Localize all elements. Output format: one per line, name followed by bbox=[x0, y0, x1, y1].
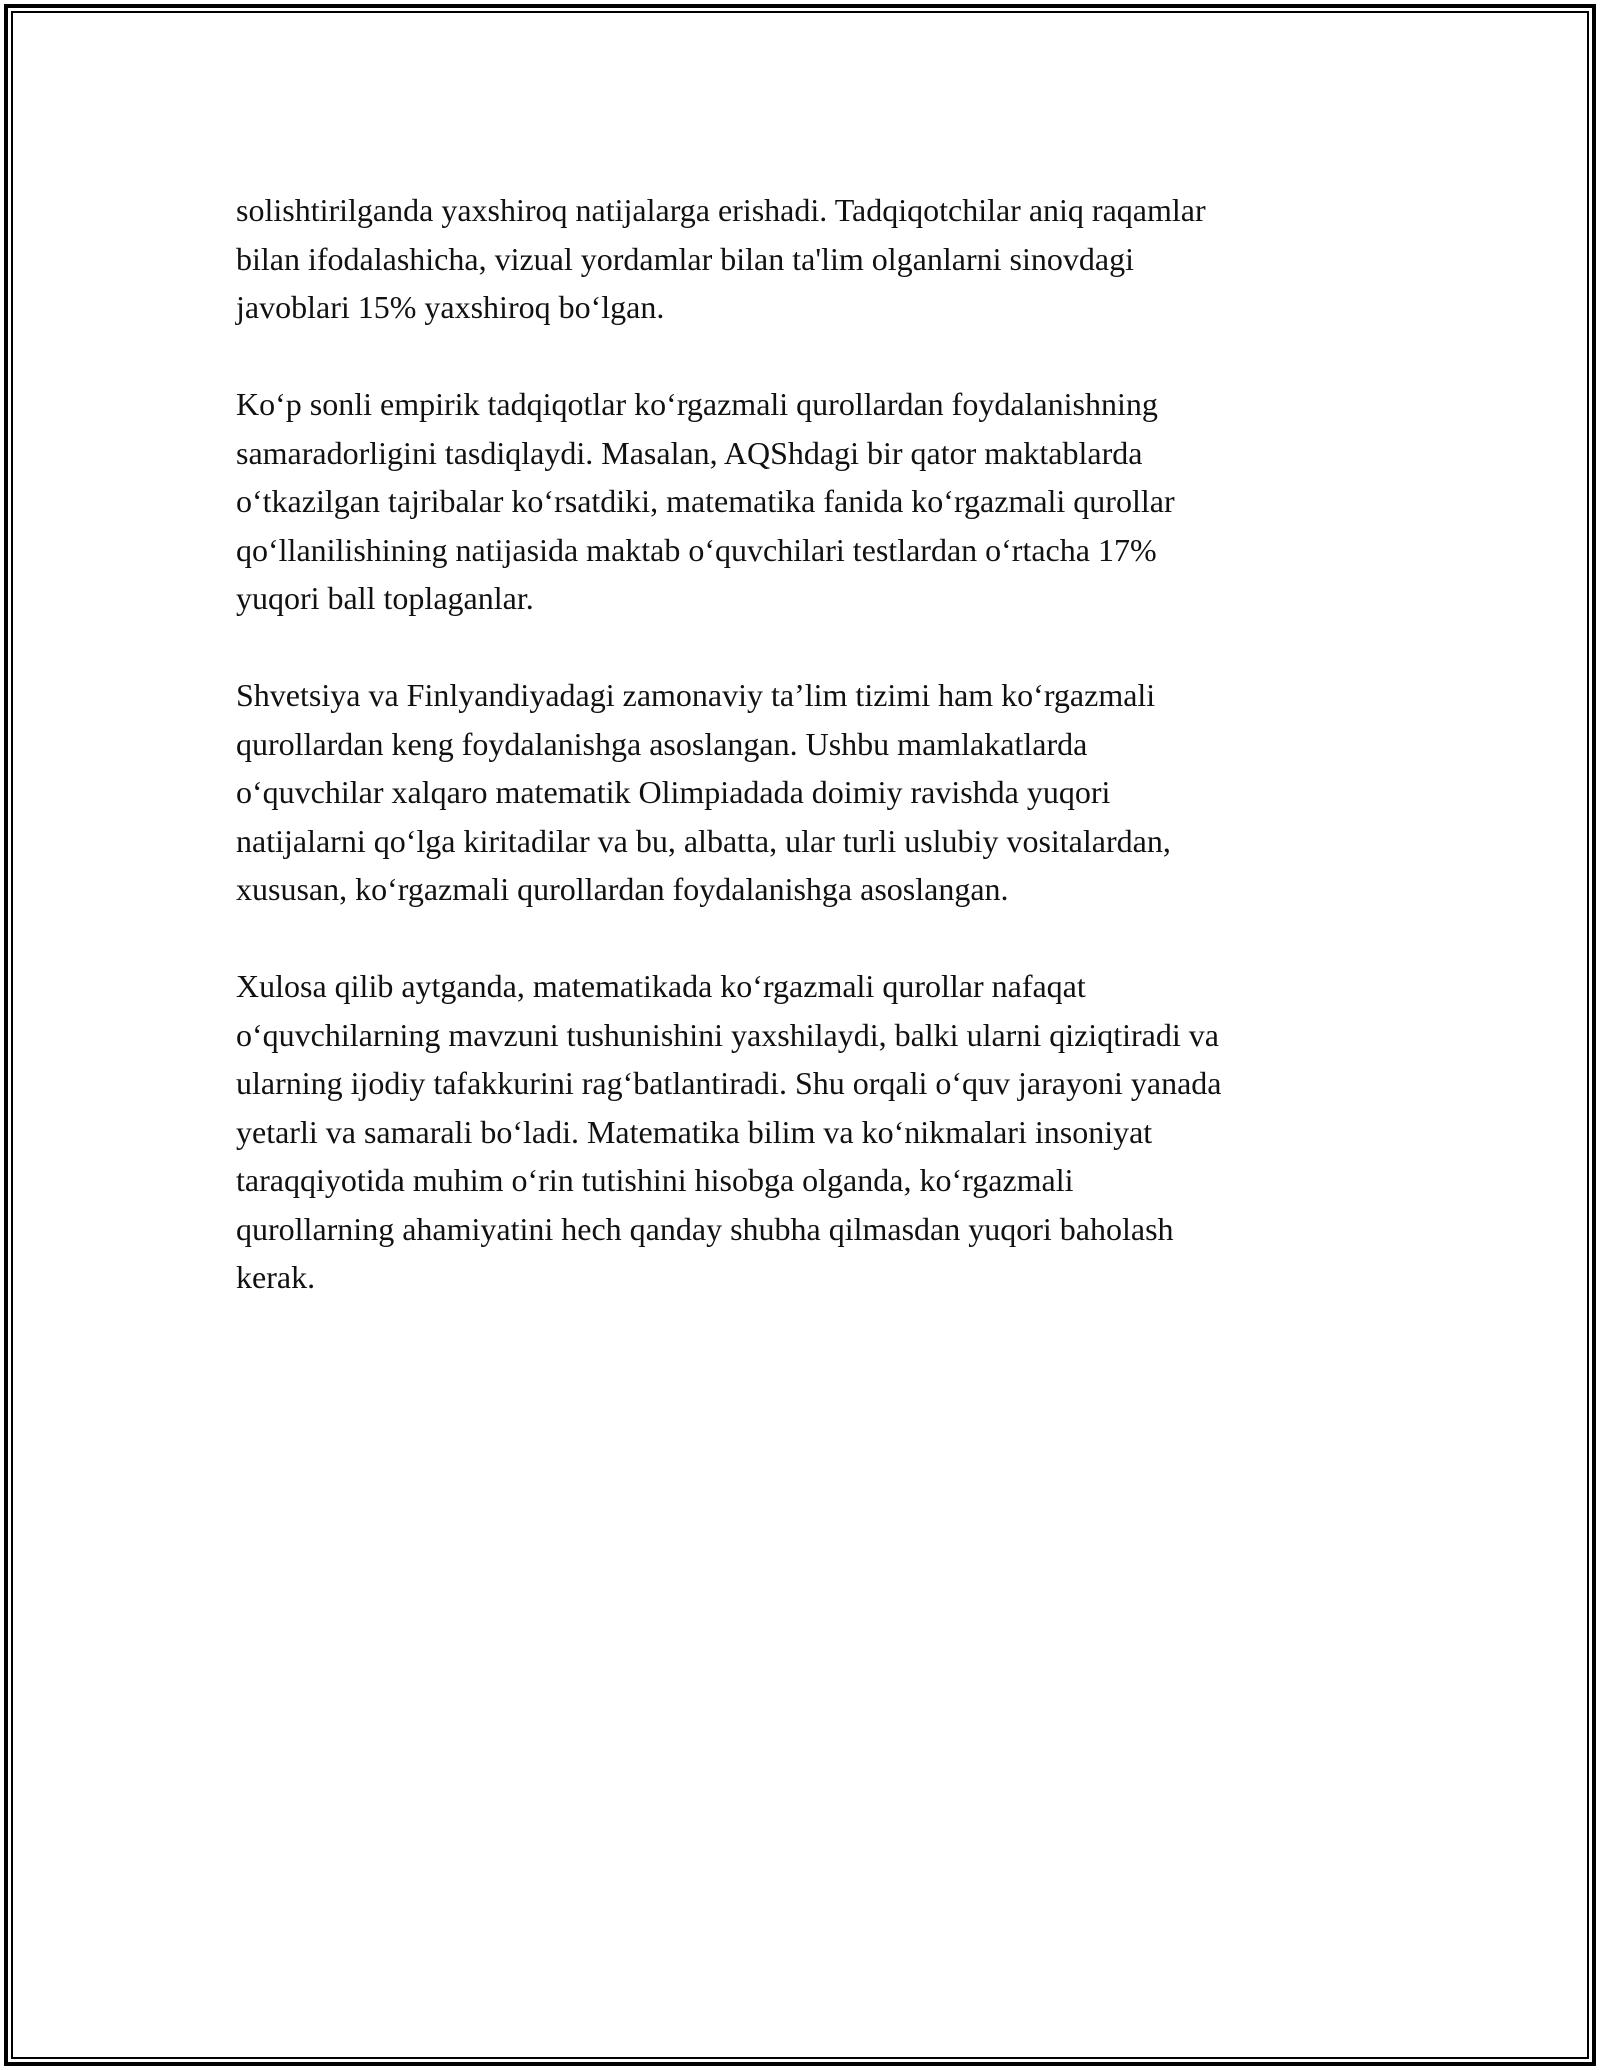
paragraph-3: Shvetsiya va Finlyandiyadagi zamonaviy ta’lim tizimi ham ko‘rgazmali qurollardan keng foydalanishga asoslangan. Ushbu mamlakatlarda o‘quvchilar xalqaro matematik Olimpiadada doimiy ravishda yuqori natijalarni qo‘lga kiritadilar va bu, albatta, ular turli uslubiy vositalardan, xususan, ko‘rgazmali qurollardan foydalanishga asoslangan. bbox=[236, 677, 1171, 907]
paragraph-4: Xulosa qilib aytganda, matematikada ko‘rgazmali qurollar nafaqat o‘quvchilarning mavzuni tushunishini yaxshilaydi, balki ularni qiziqtiradi va ularning ijodiy tafakkurini rag‘batlantiradi. Shu orqali o‘quv jarayoni yanada yetarli va samarali bo‘ladi. Matematika bilim va ko‘nikmalari insoniyat taraqqiyotida muhim o‘rin tutishini hisobga olganda, ko‘rgazmali qurollarning ahamiyatini hech qanday shubha qilmasdan yuqori baholash kerak. bbox=[236, 968, 1222, 1295]
paragraph-2: Ko‘p sonli empirik tadqiqotlar ko‘rgazmali qurollardan foydalanishning samaradorligini tasdiqlaydi. Masalan, AQShdagi bir qator maktablarda o‘tkazilgan tajribalar ko‘rsatdiki, matematika fanida ko‘rgazmali qurollar qo‘llanilishining natijasida maktab o‘quvchilari testlardan o‘rtacha 17% yuqori ball toplaganlar. bbox=[236, 386, 1175, 616]
document-body bbox=[236, 186, 1376, 1350]
paragraph-1: solishtirilganda yaxshiroq natijalarga erishadi. Tadqiqotchilar aniq raqamlar bilan ifodalashicha, vizual yordamlar bilan ta'lim olganlarni sinovdagi javoblari 15% yaxshiroq bo‘lgan. bbox=[236, 192, 1206, 325]
